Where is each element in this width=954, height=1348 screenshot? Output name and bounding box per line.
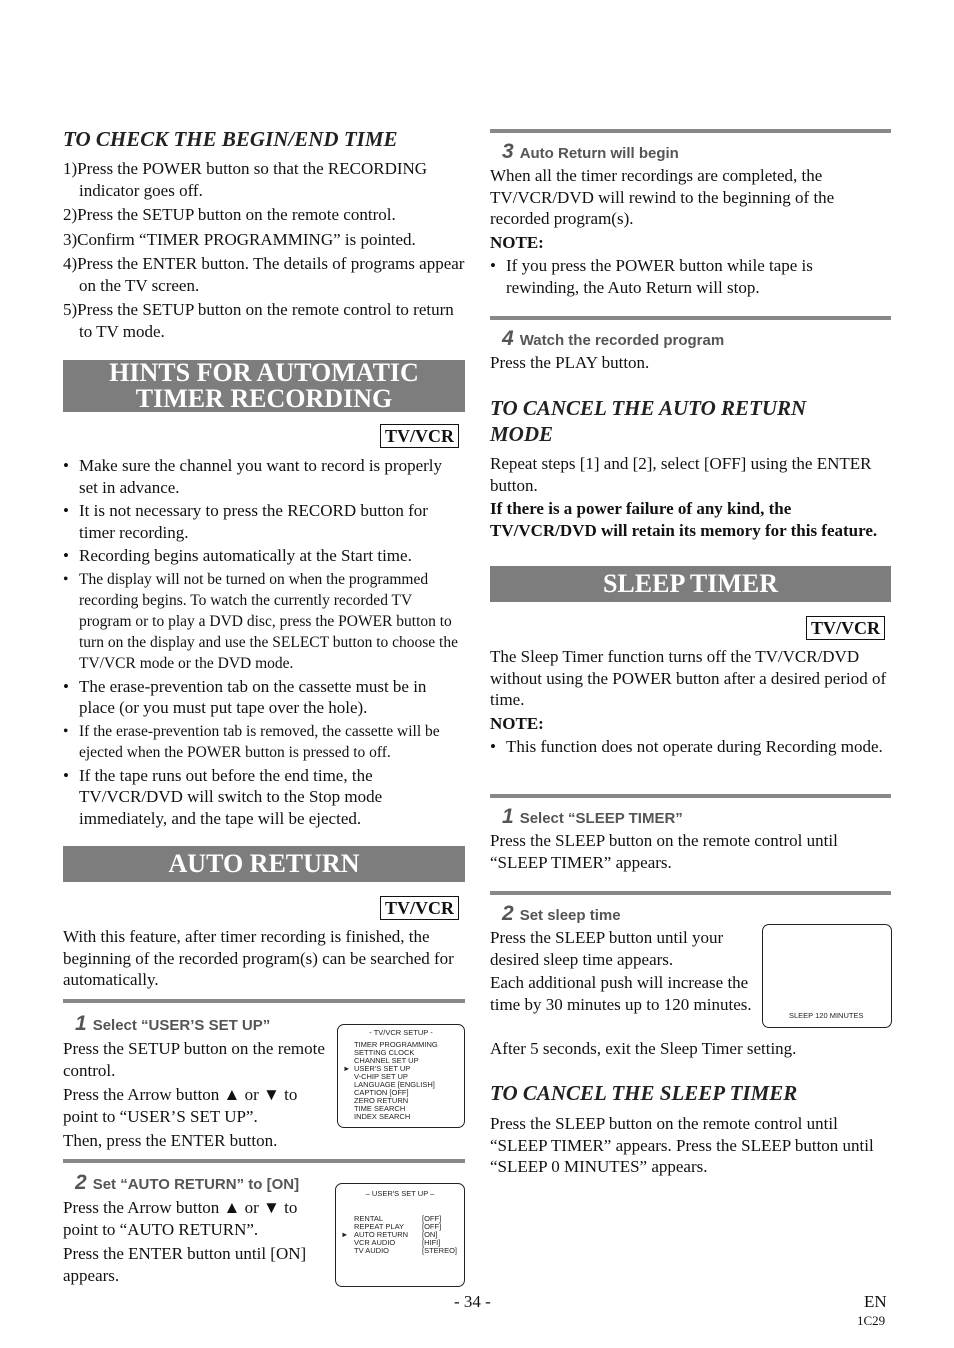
step-rule bbox=[490, 129, 891, 133]
auto-return-badge: TV/VCR bbox=[380, 896, 459, 920]
cancel-heading-line1: TO CANCEL THE AUTO RETURN bbox=[490, 396, 807, 420]
hint-item: • If the tape runs out before the end time, the TV/VCR/DVD will switch to the Stop mode immediately, and the tape will be ejected. bbox=[63, 765, 465, 830]
setup-menu-item: TIME SEARCH bbox=[354, 1104, 406, 1113]
sleep-step2-title bbox=[502, 902, 621, 926]
cancel-sleep-text: Press the SLEEP button on the remote control until “SLEEP TIMER” appears. Press the SLEEP button until “SLEEP 0 MINUTES” appears. bbox=[490, 1114, 874, 1176]
sleep-intro: The Sleep Timer function turns off the TV/VCR/DVD without using the POWER button after a desired period of time. bbox=[490, 647, 887, 709]
hint-item: • Make sure the channel you want to record is properly set in advance. bbox=[63, 455, 465, 498]
hint-item: • If the erase-prevention tab is removed, the cassette will be ejected when the POWER button is pressed to off. bbox=[63, 721, 465, 763]
ar-step1-title bbox=[75, 1012, 270, 1036]
hint-item: • The erase-prevention tab on the cassette must be in place (or you must put tape over the hole). bbox=[63, 676, 465, 719]
step-title-text: Select “SLEEP TIMER” bbox=[519, 810, 683, 827]
check-heading: TO CHECK THE BEGIN/END TIME bbox=[63, 127, 398, 151]
ar-step1-p1: Press the SETUP button on the remote control. bbox=[63, 1039, 325, 1080]
setup-menu-label: USER'S SET UP bbox=[354, 1064, 411, 1073]
sleep-note-label: NOTE: bbox=[490, 713, 544, 733]
user-menu-value: [OFF] bbox=[422, 1222, 442, 1231]
ar-step1-p2: Press the Arrow button ▲ or ▼ to point to “USER’S SET UP”. bbox=[63, 1085, 298, 1126]
ar-step2-text bbox=[63, 1197, 333, 1286]
doc-code: 1C29 bbox=[857, 1313, 886, 1328]
cursor-icon: ► bbox=[343, 1064, 351, 1073]
user-screen-title: – USER'S SET UP – bbox=[365, 1189, 435, 1198]
hints-badge: TV/VCR bbox=[380, 424, 459, 448]
power-failure-note: If there is a power failure of any kind, the TV/VCR/DVD will retain its memory for this feature. bbox=[490, 499, 878, 540]
user-menu-row bbox=[336, 1247, 464, 1255]
sleep-intro-block bbox=[490, 646, 890, 758]
ar-step3-text bbox=[490, 165, 890, 298]
step-number: 1 bbox=[502, 805, 514, 828]
setup-menu-item: ZERO RETURN bbox=[354, 1096, 409, 1105]
step-title-text: Set “AUTO RETURN” to [ON] bbox=[92, 1176, 300, 1193]
hint-item: • Recording begins automatically at the Start time. bbox=[63, 545, 465, 567]
page-number: - 34 - bbox=[454, 1292, 491, 1311]
user-menu-label: REPEAT PLAY bbox=[354, 1222, 405, 1231]
user-menu-label: TV AUDIO bbox=[354, 1246, 390, 1255]
setup-menu-item: INDEX SEARCH bbox=[354, 1112, 411, 1121]
user-menu-label: RENTAL bbox=[354, 1214, 384, 1223]
step-number: 3 bbox=[502, 140, 514, 163]
step-title-text: Watch the recorded program bbox=[519, 332, 725, 349]
sleep-step1-text: Press the SLEEP button on the remote control until “SLEEP TIMER” appears. bbox=[490, 831, 838, 872]
sleep-badge: TV/VCR bbox=[806, 616, 885, 640]
cancel-auto-return-desc: Repeat steps [1] and [2], select [OFF] using the ENTER button. bbox=[490, 454, 872, 495]
ar-step2-title bbox=[75, 1171, 299, 1195]
tv-vcr-setup-screen bbox=[337, 1024, 465, 1128]
ar-step4-title bbox=[502, 327, 724, 351]
setup-menu-item: LANGUAGE [ENGLISH] bbox=[354, 1080, 435, 1089]
user-menu-label: AUTO RETURN bbox=[354, 1230, 409, 1239]
sleep-step2-p3: After 5 seconds, exit the Sleep Timer setting. bbox=[490, 1039, 797, 1058]
ar-step1-text bbox=[63, 1038, 328, 1152]
ar-step2-p1: Press the Arrow button ▲ or ▼ to point to “AUTO RETURN”. bbox=[63, 1198, 298, 1239]
ar-step3-p1: When all the timer recordings are completed, the TV/VCR/DVD will rewind to the beginning of the recorded program(s). bbox=[490, 166, 835, 228]
step-rule bbox=[490, 316, 891, 320]
sleep-step2-p2: Each additional push will increase the time by 30 minutes up to 120 minutes. bbox=[490, 973, 752, 1014]
check-step: 4)Press the ENTER button. The details of programs appear on the TV screen. bbox=[63, 254, 465, 295]
ar-step4-text: Press the PLAY button. bbox=[490, 353, 650, 372]
ar-step3-title bbox=[502, 140, 679, 164]
step-number: 4 bbox=[502, 327, 514, 350]
step-rule bbox=[490, 794, 891, 798]
user-menu-label: VCR AUDIO bbox=[354, 1238, 396, 1247]
step-rule bbox=[63, 999, 465, 1003]
ar-step3-note-label: NOTE: bbox=[490, 232, 544, 252]
hints-list bbox=[63, 455, 465, 829]
check-step: 3)Confirm “TIMER PROGRAMMING” is pointed. bbox=[63, 229, 416, 249]
sleep-screen-text: SLEEP 120 MINUTES bbox=[789, 1011, 864, 1020]
auto-return-intro: With this feature, after timer recording is finished, the beginning of the recorded program(s) can be searched for automatically. bbox=[63, 927, 454, 989]
hints-banner-line2: TIMER RECORDING bbox=[135, 384, 393, 413]
setup-screen-title: - TV/VCR SETUP - bbox=[369, 1028, 433, 1037]
sleep-step1-title bbox=[502, 805, 683, 829]
ar-step1-p3: Then, press the ENTER button. bbox=[63, 1131, 278, 1150]
setup-menu-item: TIMER PROGRAMMING bbox=[354, 1040, 438, 1049]
language-label: EN bbox=[864, 1292, 887, 1311]
cancel-auto-return-heading bbox=[490, 395, 890, 447]
step-rule bbox=[490, 891, 891, 895]
sleep-step2-text bbox=[490, 927, 752, 1015]
setup-menu-item: V-CHIP SET UP bbox=[354, 1072, 408, 1081]
user-menu-value: [STEREO] bbox=[422, 1246, 458, 1255]
setup-menu-item: SETTING CLOCK bbox=[354, 1048, 415, 1057]
step-rule bbox=[63, 1159, 465, 1163]
cancel-sleep-heading: TO CANCEL THE SLEEP TIMER bbox=[490, 1081, 798, 1105]
setup-menu-item: CHANNEL SET UP bbox=[354, 1056, 419, 1065]
step-number: 1 bbox=[75, 1012, 87, 1035]
step-number: 2 bbox=[502, 902, 514, 925]
check-step: 5)Press the SETUP button on the remote control to return to TV mode. bbox=[63, 300, 454, 341]
sleep-timer-banner: SLEEP TIMER bbox=[490, 566, 891, 602]
sleep-note: • This function does not operate during Recording mode. bbox=[490, 736, 890, 758]
hints-banner bbox=[63, 360, 465, 412]
check-steps bbox=[63, 158, 465, 342]
ar-step3-note: • If you press the POWER button while tape is rewinding, the Auto Return will stop. bbox=[490, 255, 890, 298]
sleep-screen bbox=[762, 924, 892, 1028]
users-setup-screen bbox=[335, 1183, 465, 1287]
step-title-text: Auto Return will begin bbox=[519, 145, 679, 162]
hints-banner-line1: HINTS FOR AUTOMATIC bbox=[109, 358, 419, 387]
user-menu-value: [HIFI] bbox=[422, 1238, 441, 1247]
step-title-text: Set sleep time bbox=[519, 907, 621, 924]
user-menu-value: [ON] bbox=[422, 1230, 438, 1239]
sleep-step2-p1: Press the SLEEP button until your desired sleep time appears. bbox=[490, 928, 724, 969]
cancel-auto-return-text bbox=[490, 453, 890, 541]
cursor-icon: ► bbox=[341, 1230, 349, 1239]
check-step: 2)Press the SETUP button on the remote control. bbox=[63, 205, 396, 224]
ar-step2-p2: Press the ENTER button until [ON] appears. bbox=[63, 1244, 307, 1285]
setup-menu-item: CAPTION [OFF] bbox=[354, 1088, 409, 1097]
cancel-heading-line2: MODE bbox=[490, 422, 554, 446]
step-title-text: Select “USER’S SET UP” bbox=[92, 1017, 271, 1034]
hint-item: • It is not necessary to press the RECORD button for timer recording. bbox=[63, 500, 465, 543]
auto-return-banner: AUTO RETURN bbox=[63, 846, 465, 882]
check-step: 1)Press the POWER button so that the RECORDING indicator goes off. bbox=[63, 159, 428, 200]
step-number: 2 bbox=[75, 1171, 87, 1194]
hint-item: • The display will not be turned on when the programmed recording begins. To watch the currently recorded TV program or to play a DVD disc, press the POWER button to turn on the display and use the SELECT button to choose the TV/VCR mode or the DVD mode. bbox=[63, 569, 465, 674]
user-menu-value: [OFF] bbox=[422, 1214, 442, 1223]
